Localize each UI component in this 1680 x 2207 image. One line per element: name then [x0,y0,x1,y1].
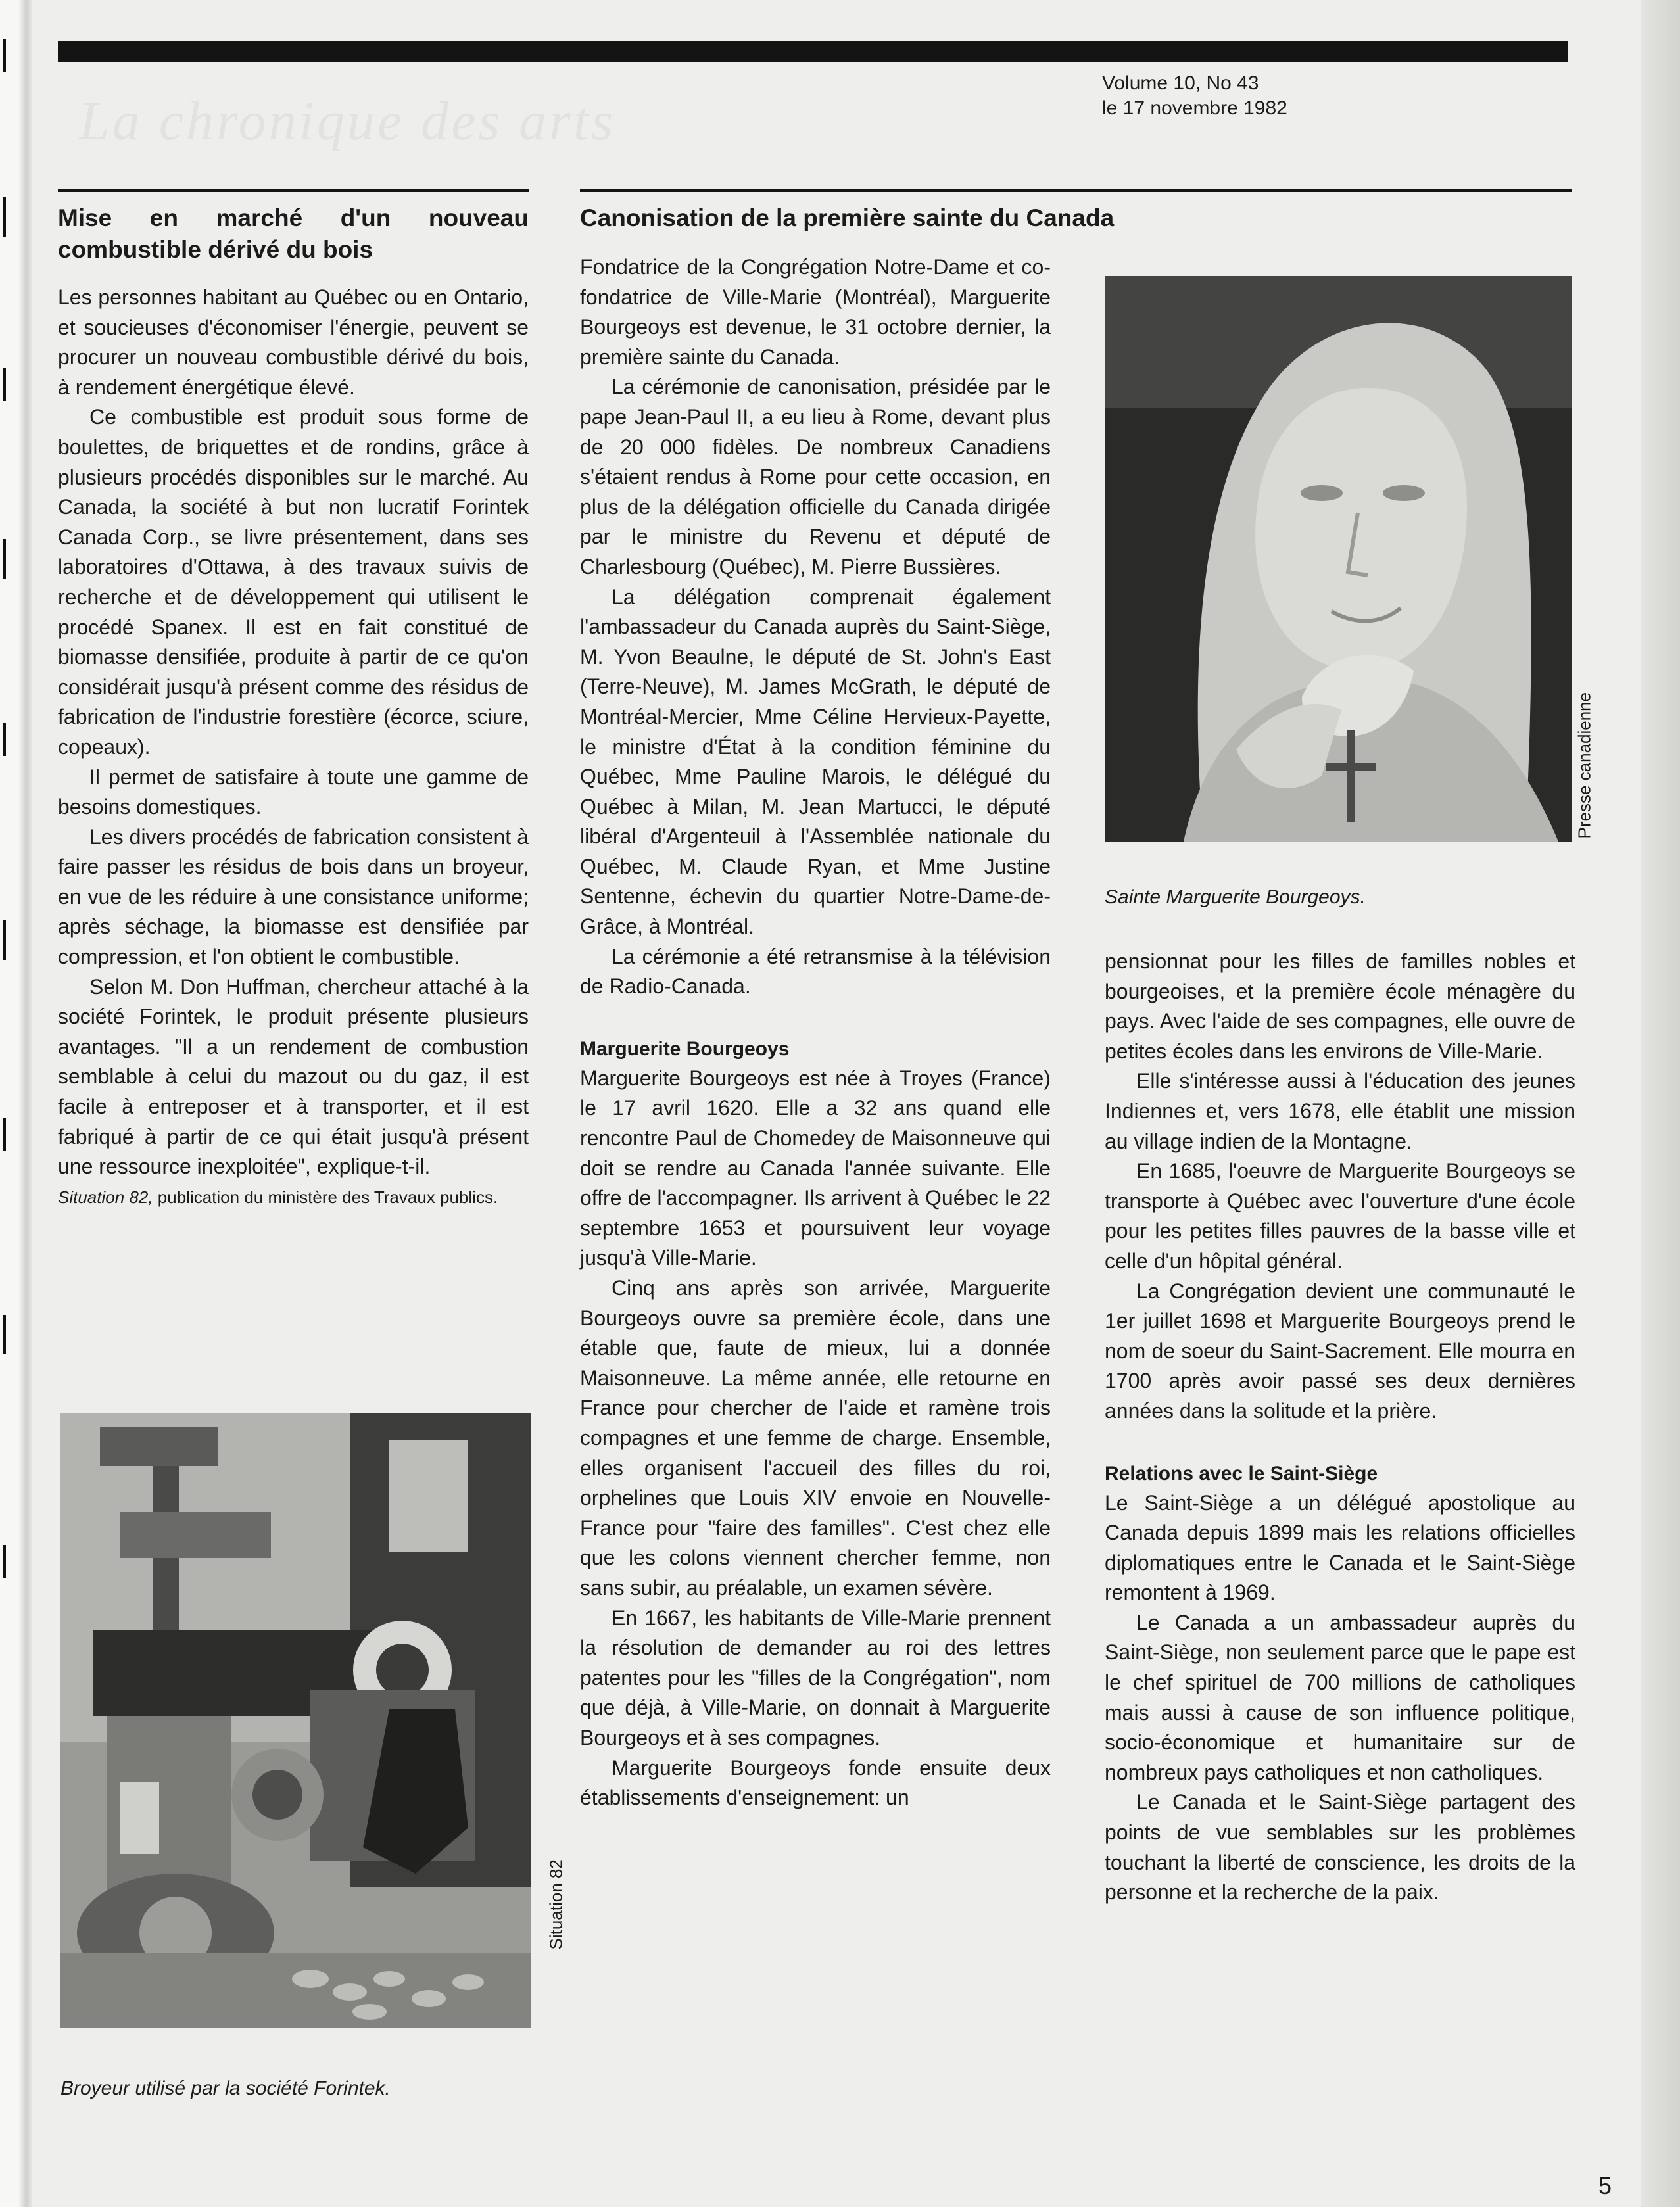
source-publication: Situation 82, [58,1187,153,1207]
article2-rule [580,189,1572,192]
subhead-marguerite-bourgeoys: Marguerite Bourgeoys [580,1037,790,1060]
article1-column [58,202,529,1210]
header-bar [58,41,1568,62]
article2-paragraph: La cérémonie a été retransmise à la télévision de Radio-Canada. [580,944,1051,999]
article2-paragraph: La cérémonie de canonisation, présidée par le pape Jean-Paul II, a eu lieu à Rome, devant plus de 20 000 fidèles. De nombreux Canadiens s'étaient rendus à Rome pour cette occasion, en plus de la délégation officielle du Canada dirigée par le ministre du Revenu et député de Charlesbourg (Québec), M. Pierre Bussières. [580,375,1051,579]
article2-paragraph: En 1667, les habitants de Ville-Marie prennent la résolution de demander au roi des lettres patentes pour les "filles de la Congrégation", nom que déjà, à Ville-Marie, on donnait à Marguerite Bourgeoys et à ses compagnes. [580,1605,1051,1749]
forintek-photo-caption: Broyeur utilisé par la société Forintek. [60,2077,391,2099]
source-rest: publication du ministère des Travaux publics. [153,1187,498,1207]
masthead-ghost: La chronique des arts [79,91,615,152]
article2-paragraph: En 1685, l'oeuvre de Marguerite Bourgeoys se transporte à Québec avec l'ouverture d'une école pour les petites filles pauvres de la basse ville et celle d'un hôpital général. [1105,1159,1575,1273]
subhead-relations-saint-siege: Relations avec le Saint-Siège [1105,1462,1378,1484]
marguerite-bourgeoys-photo [1105,276,1572,842]
article2-column-main [580,202,1115,1813]
statue-illustration [1105,276,1572,842]
issue-volume: Volume 10, No 43 [1102,72,1259,94]
article2-paragraph: Marguerite Bourgeoys fonde ensuite deux établissements d'enseignement: un [580,1755,1051,1810]
page-binding-edge [0,0,32,2207]
article2-paragraph: Le Canada a un ambassadeur auprès du Saint-Siège, non seulement parce que le pape est le chef spirituel de 700 millions de catholiques mais aussi à cause de son influence politique, socio-économique et humanitaire sur de nombreux pays catholiques et non catholiques. [1105,1610,1575,1784]
article2-paragraph: Cinq ans après son arrivée, Marguerite Bourgeoys ouvre sa première école, dans une étable que, faute de mieux, lui a donnée Maisonneuve. La même année, elle retourne en France pour chercher de l'aide et ramène trois compagnes et une femme de charge. Ensemble, elles organisent l'accueil des filles du roi, orphelines que Louis XIV envoie en Nouvelle-France pour "faire des familles". C'est chez elle que les colons viennent chercher femme, non sans subir, au préalable, un examen sévère. [580,1276,1051,1600]
issue-info [1102,71,1287,121]
grinder-illustration [60,1413,531,2028]
article2-column-continued [1105,947,1575,1908]
article2-paragraph: La délégation comprenait également l'ambassadeur du Canada auprès du Saint-Siège, M. Yvon Beaulne, le député de St. John's East (Terre-Neuve), M. James McGrath, le député de Montréal-Mercier, Mme Céline Hervieux-Payette, le ministre d'État à la condition féminine du Québec, Mme Pauline Marois, le délégué du Québec à Milan, M. Jean Martucci, le député libéral d'Argenteuil à l'Assemblée nationale du Québec, M. Claude Ryan, et Mme Justine Sentenne, échevin du quartier Notre-Dame-de-Grâce, à Montréal. [580,584,1051,939]
article2-title: Canonisation de la première sainte du Canada [580,204,1115,231]
page-right-edge [1641,0,1680,2207]
article2-paragraph: Le Canada et le Saint-Siège partagent des points de vue semblables sur les problèmes touchant la liberté de conscience, les droits de la personne et la recherche de la paix. [1105,1790,1575,1905]
forintek-photo-credit: Situation 82 [546,1859,566,1950]
issue-date: le 17 novembre 1982 [1102,97,1287,119]
page-number: 5 [1598,2172,1612,2199]
article1-paragraph: Les divers procédés de fabrication consistent à faire passer les résidus de bois dans un broyeur, en vue de les réduire à une consistance uniforme; après séchage, la biomasse est densifiée par compression, et l'on obtient le combustible. [58,824,529,969]
article2-paragraph: pensionnat pour les filles de familles nobles et bourgeoises, et la première école ménagère du pays. Avec l'aide de ses compagnes, elle ouvre de petites écoles dans les environs de Ville-Marie. [1105,949,1575,1063]
article1-paragraph: Il permet de satisfaire à toute une gamme de besoins domestiques. [58,765,529,819]
article2-paragraph: Le Saint-Siège a un délégué apostolique au Canada depuis 1899 mais les relations officielles diplomatiques entre le Canada et le Saint-Siège remontent à 1969. [1105,1490,1575,1605]
article1-paragraph: Les personnes habitant au Québec ou en Ontario, et soucieuses d'économiser l'énergie, peuvent se procurer un nouveau combustible dérivé du bois, à rendement énergétique élevé. [58,285,529,399]
article2-paragraph: Fondatrice de la Congrégation Notre-Dame et co-fondatrice de Ville-Marie (Montréal), Marguerite Bourgeoys est devenue, le 31 octobre dernier, la première sainte du Canada. [580,255,1051,369]
article1-source [58,1185,529,1210]
statue-photo-caption: Sainte Marguerite Bourgeoys. [1105,886,1366,908]
article1-paragraph: Ce combustible est produit sous forme de boulettes, de briquettes et de rondins, grâce à plusieurs procédés disponibles sur le marché. Au Canada, la société à but non lucratif Forintek Canada Corp., se livre présentement, dans ses laboratoires d'Ottawa, à des travaux suivis de recherche et de développement qui utilisent le procédé Spanex. Il est en fait constitué de biomasse densifiée, produite à partir de ce qu'on considérait jusqu'à présent comme des résidus de fabrication de l'industrie forestière (écorce, sciure, copeaux). [58,405,529,759]
article2-paragraph: Elle s'intéresse aussi à l'éducation des jeunes Indiennes et, vers 1678, elle établit une mission au village indien de la Montagne. [1105,1069,1575,1153]
statue-photo-credit: Presse canadienne [1574,692,1595,839]
forintek-grinder-photo [60,1413,531,2028]
article1-rule [58,189,529,192]
article1-paragraph: Selon M. Don Huffman, chercheur attaché à la société Forintek, le produit présente plusieurs avantages. "Il a un rendement de combustion semblable à celui du mazout ou du gaz, il est facile à entreposer et à transporter, et il est fabriqué à partir de ce qui était jusqu'à présent une ressource inexploitée", explique-t-il. [58,974,529,1179]
article2-paragraph: La Congrégation devient une communauté le 1er juillet 1698 et Marguerite Bourgeoys prend le nom de soeur du Saint-Sacrement. Elle mourra en 1700 après avoir passé ses deux dernières années dans la solitude et la prière. [1105,1279,1575,1423]
article2-paragraph: Marguerite Bourgeoys est née à Troyes (France) le 17 avril 1620. Elle a 32 ans quand elle rencontre Paul de Chomedey de Maisonneuve qui doit se rendre au Canada l'année suivante. Elle offre de l'accompagner. Ils arrivent à Québec le 22 septembre 1653 et poursuivent leur voyage jusqu'à Ville-Marie. [580,1066,1051,1270]
article1-title: Mise en marché d'un nouveau combustible dérivé du bois [58,204,529,263]
